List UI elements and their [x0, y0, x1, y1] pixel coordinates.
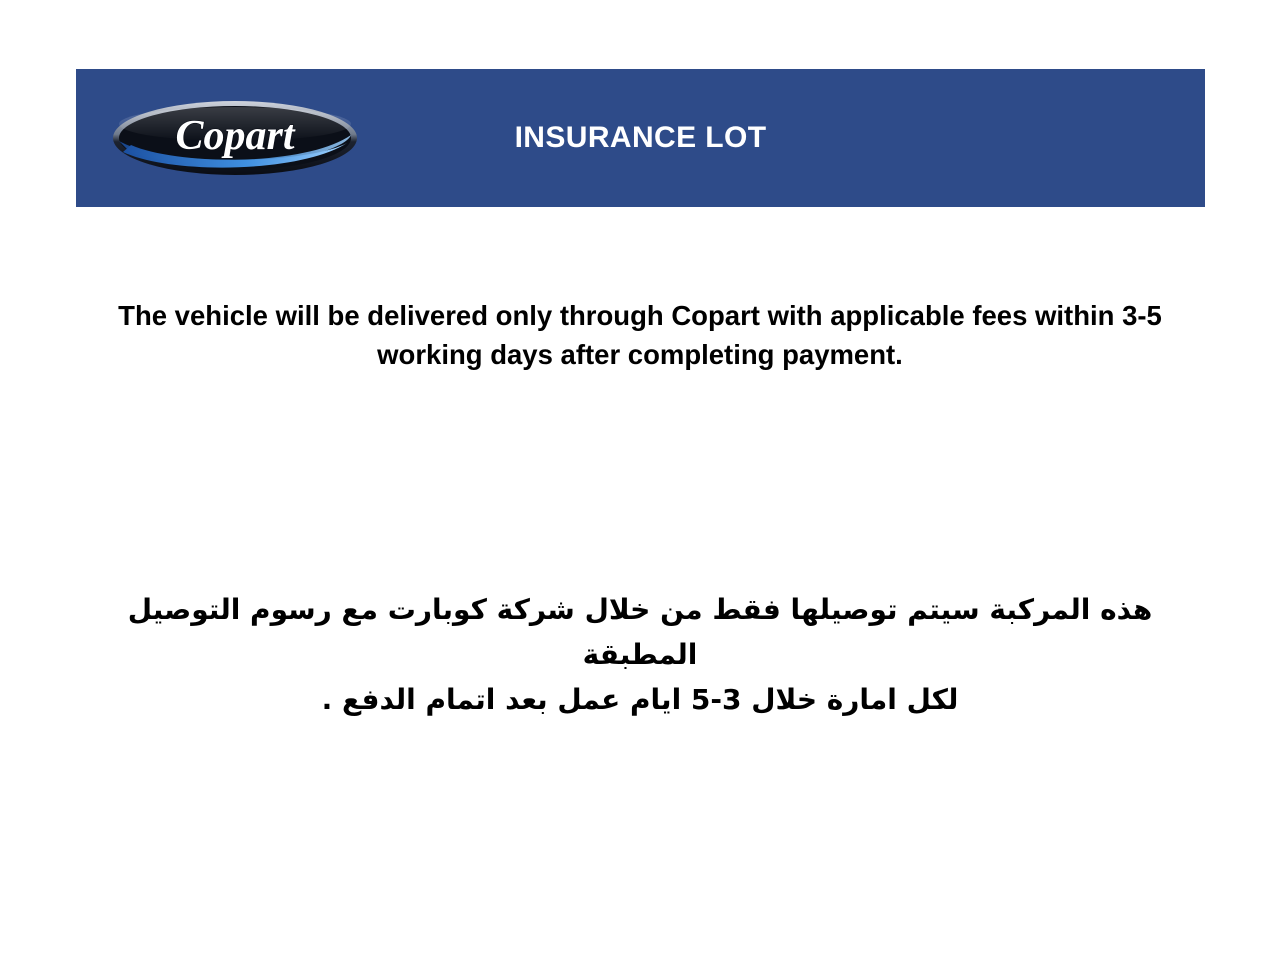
english-notice-text: The vehicle will be delivered only through Copart with applicable fees within 3-5 working days after completing payment.: [118, 300, 1162, 371]
arabic-notice-text: [90, 588, 1190, 722]
header-banner: [76, 69, 1205, 207]
copart-logo: [111, 97, 366, 179]
arabic-notice-line-1: هذه المركبة سيتم توصيلها فقط من خلال شركة كوبارت مع رسوم التوصيل المطبقة: [127, 593, 1153, 671]
page-title: INSURANCE LOT: [514, 121, 767, 154]
arabic-notice-line-2: لكل امارة خلال 3-5 ايام عمل بعد اتمام الدفع .: [321, 682, 959, 716]
svg-text:Copart: Copart: [175, 113, 295, 159]
